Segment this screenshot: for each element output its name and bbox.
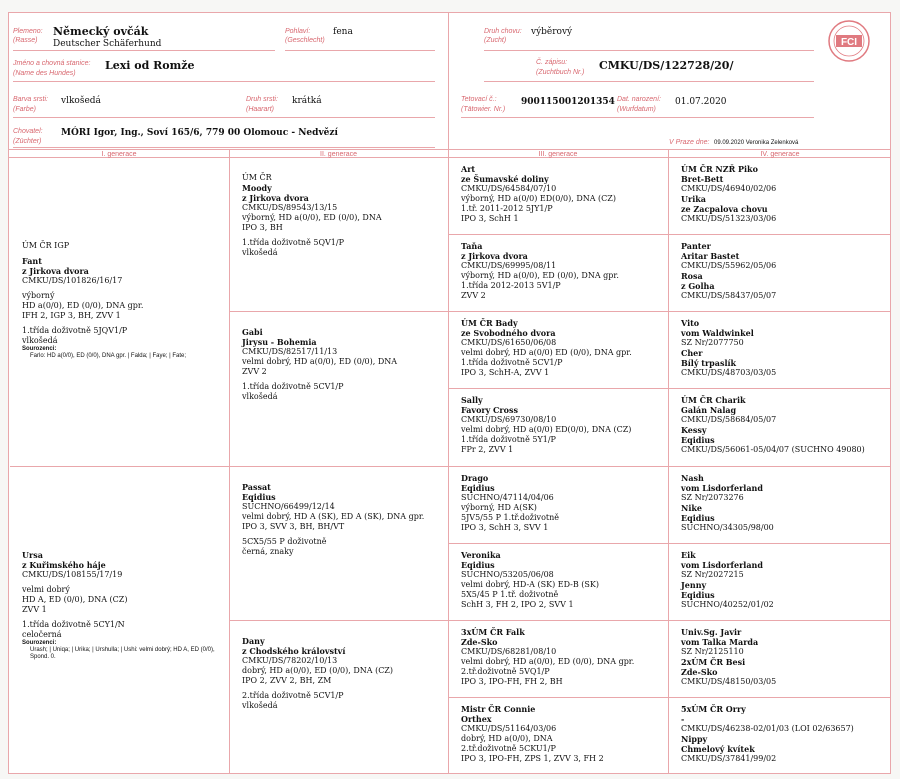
pedigree-line: Favory Cross bbox=[461, 405, 518, 416]
pedigree-line: 1.třída doživotně 5CY1/N bbox=[22, 619, 125, 629]
pedigree-line: vom Talka Marda bbox=[681, 636, 759, 647]
pedigree-line: dobrý, HD a(0/0), DNA bbox=[461, 733, 553, 743]
pedigree-line: CMKU/DS/37841/99/02 bbox=[681, 753, 777, 763]
pedigree-line: Art bbox=[461, 164, 476, 174]
pedigree-line: Eqidius bbox=[461, 482, 495, 493]
pedigree-line: Eqidius bbox=[681, 512, 715, 523]
pedigree-line: ÚM ČR bbox=[242, 173, 272, 182]
breed-label: Plemeno: bbox=[13, 28, 43, 35]
pedigree-cell-g3-3 bbox=[449, 312, 668, 389]
name-label: Jméno a chovná stanice: bbox=[13, 60, 91, 67]
pedigree-cell-g3-8 bbox=[449, 698, 668, 774]
pedigree-line: 2xÚM ČR Besi bbox=[681, 656, 746, 667]
pedigree-line: ZVV 2 bbox=[242, 367, 267, 377]
pedigree-line: výborný bbox=[22, 291, 55, 300]
fci-logo-icon bbox=[827, 19, 871, 63]
pedigree-line: IPO 3, BH bbox=[242, 223, 283, 232]
pedigree-line: Rosa bbox=[681, 271, 703, 282]
color-value: vlkošedá bbox=[61, 96, 101, 106]
pedigree-line: velmi dobrý, HD a(0/0) ED(0/0), DNA (CZ) bbox=[461, 425, 632, 435]
pedigree-cell-g3-1 bbox=[449, 158, 668, 235]
pedigree-cell-g1-1 bbox=[10, 158, 229, 467]
breeder-label-de: (Züchter) bbox=[13, 138, 42, 145]
pedigree-line: černá, znaky bbox=[242, 546, 294, 556]
pedigree-line: 1.tř. 2011-2012 5JY1/P bbox=[461, 204, 553, 213]
pedigree-line: CMKU/DS/108155/17/19 bbox=[22, 569, 123, 579]
gen-header-1: I. generace bbox=[9, 149, 229, 158]
pedigree-line: velmi dobrý, HD a(0/0) ED (0/0), DNA gpr. bbox=[461, 348, 632, 358]
pedigree-line: vom Lisdorferland bbox=[681, 559, 763, 570]
pedigree-cell-g4-7 bbox=[669, 621, 891, 698]
pedigree-line: IPO 3, IPO-FH, FH 2, BH bbox=[461, 676, 563, 686]
pedigree-line: ZVV 1 bbox=[22, 604, 47, 614]
coat-value: krátká bbox=[292, 96, 322, 106]
pedigree-line: Eik bbox=[681, 549, 696, 560]
pedigree-line: Eqidius bbox=[681, 589, 715, 600]
pedigree-line: CMKU/DS/51164/03/06 bbox=[461, 723, 557, 733]
siblings-label: Sourozenci: bbox=[22, 639, 57, 646]
pedigree-line: Urika bbox=[681, 194, 706, 204]
pedigree-line: Panter bbox=[681, 241, 711, 252]
pedigree-line: Sally bbox=[461, 395, 483, 406]
pedigree-line: Eqidius bbox=[242, 491, 276, 502]
pedigree-line: CMKU/DS/58437/05/07 bbox=[681, 291, 777, 301]
pedigree-line: Eqidius bbox=[681, 435, 715, 446]
pedigree-line: 2.tř.doživotně 5CKU1/P bbox=[461, 743, 556, 753]
pedigree-line: IFH 2, IGP 3, BH, ZVV 1 bbox=[22, 311, 121, 320]
pedigree-line: ÚM ČR Charik bbox=[681, 395, 746, 406]
pedigree-line: z Jirkova dvora bbox=[461, 251, 528, 262]
pedigree-line: Univ.Sg. Javir bbox=[681, 626, 742, 637]
pedigree-line: velmi dobrý, HD-A (SK) ED-B (SK) bbox=[461, 579, 599, 589]
issued-value: 09.09.2020 Veronika Zelenková bbox=[714, 140, 799, 146]
pedigree-line: IPO 3, SVV 3, BH, BH/VT bbox=[242, 521, 345, 531]
pedigree-line: ÚM ČR NZŘ Piko bbox=[681, 164, 758, 174]
pedigree-line: ze Šumavské doliny bbox=[461, 174, 549, 184]
pedigree-line: 5JV5/55 P 1.tř.doživotně bbox=[461, 512, 559, 522]
pedigree-line: 1.třída doživotně 5CV1/P bbox=[242, 382, 344, 392]
pedigree-line: velmi dobrý, HD A (SK), ED A (SK), DNA gpr. bbox=[242, 511, 425, 521]
pedigree-line: Veronika bbox=[461, 549, 501, 560]
pedigree-line: 5xÚM ČR Orry bbox=[681, 703, 746, 714]
pedigree-line: 5X5/45 P 1.tř. doživotně bbox=[461, 589, 559, 599]
breed-value-de: Deutscher Schäferhund bbox=[53, 39, 162, 49]
sex-label: Pohlaví: bbox=[285, 28, 311, 35]
pedigree-line: CMKU/DS/68281/08/10 bbox=[461, 646, 557, 656]
sex-label-de: (Geschlecht) bbox=[285, 37, 325, 44]
pedigree-line: SZ Nr/2077750 bbox=[681, 338, 744, 348]
pedigree-line: CMKU/DS/64584/07/10 bbox=[461, 184, 557, 193]
pedigree-line: vlkošedá bbox=[242, 700, 278, 710]
gen-header-2: II. generace bbox=[229, 149, 448, 158]
pedigree-line: IPO 3, SchH 3, SVV 1 bbox=[461, 522, 549, 532]
pedigree-line: Zde-Sko bbox=[461, 636, 498, 647]
pedigree-line: IPO 3, SchH 1 bbox=[461, 214, 519, 223]
breeding-label: Druh chovu: bbox=[484, 28, 522, 35]
issued-label: V Praze dne: bbox=[669, 139, 710, 146]
pedigree-line: SZ Nr/2073276 bbox=[681, 492, 744, 502]
pedigree-line: 3xÚM ČR Falk bbox=[461, 626, 525, 637]
pedigree-line: celočerná bbox=[22, 629, 62, 639]
pedigree-cell-g2-1 bbox=[230, 158, 448, 312]
pedigree-line: CMKU/DS/69730/08/10 bbox=[461, 415, 557, 425]
pedigree-line: IPO 3, IPO-FH, ZPS 1, ZVV 3, FH 2 bbox=[461, 753, 604, 763]
pedigree-cell-g4-8 bbox=[669, 698, 891, 774]
pedigree-line: SZ Nr/2027215 bbox=[681, 569, 744, 579]
pedigree-line: Ursa bbox=[22, 549, 43, 560]
pedigree-line: Drago bbox=[461, 472, 489, 483]
pedigree-line: Vito bbox=[681, 318, 700, 329]
pedigree-line: SZ Nr/2125110 bbox=[681, 646, 744, 656]
pedigree-line: z Golha bbox=[681, 281, 715, 292]
pedigree-line: Chmelový kvítek bbox=[681, 743, 755, 754]
pedigree-line: IPO 3, SchH-A, ZVV 1 bbox=[461, 368, 550, 378]
pedigree-line: CMKU/DS/46238-02/01/03 (LOI 02/63657) bbox=[681, 723, 854, 733]
breed-value: Německý ovčák bbox=[53, 25, 149, 38]
pedigree-line: z Jirkova dvora bbox=[22, 266, 89, 276]
reg-label: Č. zápisu: bbox=[536, 59, 568, 66]
pedigree-cell-g2-4 bbox=[230, 621, 448, 774]
pedigree-line: CMKU/DS/61650/06/08 bbox=[461, 338, 557, 348]
breeder-label: Chovatel: bbox=[13, 128, 43, 135]
gen-header-4: IV. generace bbox=[668, 149, 891, 158]
pedigree-line: SUCHNO/66499/12/14 bbox=[242, 501, 335, 511]
tattoo-value: 900115001201354 bbox=[521, 97, 615, 107]
pedigree-line: Mistr ČR Connie bbox=[461, 703, 536, 714]
dob-value: 01.07.2020 bbox=[675, 97, 727, 107]
pedigree-line: 1.třída doživotně 5CV1/P bbox=[461, 358, 563, 368]
pedigree-line: vom Waldwinkel bbox=[681, 328, 754, 339]
pedigree-line: ÚM ČR IGP bbox=[22, 241, 70, 250]
siblings-label: Sourozenci: bbox=[22, 346, 57, 352]
pedigree-line: IPO 2, ZVV 2, BH, ZM bbox=[242, 675, 332, 685]
pedigree-line: 1.třída doživotně 5QV1/P bbox=[242, 238, 344, 247]
pedigree-line: z Chodského království bbox=[242, 645, 346, 656]
pedigree-line: ze Zacpalova chovu bbox=[681, 204, 768, 214]
pedigree-line: vlkošedá bbox=[22, 336, 58, 345]
name-label-de: (Name des Hundes) bbox=[13, 70, 76, 77]
pedigree-line: CMKU/DS/89543/13/15 bbox=[242, 203, 338, 212]
pedigree-line: SUCHNO/47114/04/06 bbox=[461, 492, 554, 502]
pedigree-line: HD A, ED (0/0), DNA (CZ) bbox=[22, 594, 128, 604]
pedigree-line: Gabi bbox=[242, 327, 263, 338]
pedigree-line: 1.třída doživotně 5JQV1/P bbox=[22, 326, 128, 335]
pedigree-line: velmi dobrý, HD a(0/0), ED (0/0), DNA bbox=[242, 357, 398, 367]
pedigree-line: CMKU/DS/82517/11/13 bbox=[242, 347, 338, 357]
sex-value: fena bbox=[333, 27, 353, 37]
pedigree-line: CMKU/DS/46940/02/06 bbox=[681, 184, 777, 193]
pedigree-line: Zde-Sko bbox=[681, 666, 718, 677]
pedigree-line: z Jirkova dvora bbox=[242, 193, 309, 203]
siblings-list: Urash; | Uniqa; | Urika; | Urshulla; | Ushi: velmi dobrý; HD A, ED (0/0), Spond. 0. bbox=[30, 646, 215, 660]
pedigree-line: CMKU/DS/101826/16/17 bbox=[22, 276, 123, 285]
pedigree-cell-g3-4 bbox=[449, 389, 668, 466]
pedigree-line: CMKU/DS/48703/03/05 bbox=[681, 368, 777, 378]
pedigree-line: výborný, HD a(0/0) ED(0/0), DNA (CZ) bbox=[461, 194, 616, 203]
pedigree-line: 2.tř.doživotně 5VQ1/P bbox=[461, 666, 550, 676]
pedigree-line: Fant bbox=[22, 256, 42, 266]
pedigree-line: Bílý trpaslík bbox=[681, 358, 737, 369]
pedigree-cell-g3-2 bbox=[449, 235, 668, 312]
breeding-label-de: (Zucht) bbox=[484, 37, 507, 44]
pedigree-line: FPr 2, ZVV 1 bbox=[461, 445, 514, 455]
siblings-list: Farlo: HD a(0/0), ED (0/0), DNA gpr. | Falda; | Faye; | Fate; bbox=[30, 353, 187, 359]
breeder-value: MÓRI Igor, Ing., Soví 165/6, 779 00 Olomouc - Nedvězí bbox=[61, 128, 338, 138]
pedigree-line: velmi dobrý, HD a(0/0), ED (0/0), DNA gpr. bbox=[461, 656, 635, 666]
pedigree-line: HD a(0/0), ED (0/0), DNA gpr. bbox=[22, 301, 144, 310]
pedigree-line: Jirysu - Bohemia bbox=[242, 337, 317, 348]
pedigree-cell-g4-6 bbox=[669, 544, 891, 621]
pedigree-cell-g2-3 bbox=[230, 467, 448, 621]
breeding-value: výběrový bbox=[531, 27, 573, 37]
pedigree-line: Kessy bbox=[681, 425, 707, 436]
fci-logo-text: FCI bbox=[840, 37, 858, 48]
pedigree-line: SUCHNO/34305/98/00 bbox=[681, 522, 774, 532]
pedigree-line: Taňa bbox=[461, 241, 483, 252]
tattoo-label-de: (Tätowier. Nr.) bbox=[461, 106, 506, 113]
pedigree-line: Aritar Bastet bbox=[681, 251, 740, 262]
pedigree-line: ZVV 2 bbox=[461, 291, 486, 301]
pedigree-line: SUCHNO/53205/06/08 bbox=[461, 569, 554, 579]
pedigree-line: 2.třída doživotně 5CV1/P bbox=[242, 690, 344, 700]
color-label: Barva srsti: bbox=[13, 96, 49, 103]
pedigree-line: Nippy bbox=[681, 733, 708, 744]
pedigree-line: Eqidius bbox=[461, 559, 495, 570]
pedigree-line: Nike bbox=[681, 502, 702, 513]
pedigree-line: výborný, HD a(0/0), ED (0/0), DNA bbox=[242, 213, 382, 222]
pedigree-line: z Kuřimského háje bbox=[22, 559, 106, 570]
reg-value: CMKU/DS/122728/20/ bbox=[599, 59, 734, 72]
pedigree-line: Orthex bbox=[461, 713, 492, 724]
pedigree-line: ze Svobodného dvora bbox=[461, 328, 556, 339]
pedigree-line: ÚM ČR Bady bbox=[461, 318, 518, 329]
pedigree-line: Nash bbox=[681, 472, 704, 483]
pedigree-line: Galán Nalag bbox=[681, 405, 737, 416]
breed-label-de: (Rasse) bbox=[13, 37, 38, 44]
color-label-de: (Farbe) bbox=[13, 106, 36, 113]
pedigree-line: Moody bbox=[242, 183, 272, 193]
pedigree-cell-g3-7 bbox=[449, 621, 668, 698]
gen-header-3: III. generace bbox=[448, 149, 668, 158]
pedigree-line: Passat bbox=[242, 481, 271, 492]
pedigree-line: SchH 3, FH 2, IPO 2, SVV 1 bbox=[461, 599, 574, 609]
pedigree-line: dobrý, HD a(0/0), ED (0/0), DNA (CZ) bbox=[242, 665, 393, 675]
pedigree-line: CMKU/DS/69995/08/11 bbox=[461, 261, 557, 271]
pedigree-line: Bret-Bett bbox=[681, 174, 724, 184]
pedigree-line: vom Lisdorferland bbox=[681, 482, 763, 493]
pedigree-line: výborný, HD A(SK) bbox=[461, 502, 537, 512]
pedigree-line: CMKU/DS/58684/05/07 bbox=[681, 415, 777, 425]
pedigree-line: vlkošedá bbox=[242, 248, 278, 257]
coat-label: Druh srsti: bbox=[246, 96, 278, 103]
pedigree-line: 1.třída 2012-2013 5V1/P bbox=[461, 281, 561, 291]
pedigree-cell-g3-5 bbox=[449, 467, 668, 544]
pedigree-cell-g4-5 bbox=[669, 467, 891, 544]
pedigree-line: CMKU/DS/55962/05/06 bbox=[681, 261, 777, 271]
pedigree-line: CMKU/DS/48150/03/05 bbox=[681, 676, 777, 686]
pedigree-line: CMKU/DS/78202/10/13 bbox=[242, 655, 338, 665]
reg-label-de: (Zuchtbuch Nr.) bbox=[536, 69, 585, 76]
pedigree-line: Cher bbox=[681, 348, 703, 359]
tattoo-label: Tetovací č.: bbox=[461, 96, 497, 103]
pedigree-line: vlkošedá bbox=[242, 392, 278, 402]
pedigree-line: 5CX5/55 P doživotně bbox=[242, 536, 327, 546]
pedigree-line: Dany bbox=[242, 635, 265, 646]
dob-label: Dat. narození: bbox=[617, 96, 661, 103]
pedigree-cell-g3-6 bbox=[449, 544, 668, 621]
coat-label-de: (Haarart) bbox=[246, 106, 275, 113]
pedigree-line: - bbox=[681, 713, 685, 724]
pedigree-line: SUCHNO/40252/01/02 bbox=[681, 599, 774, 609]
pedigree-line: 1.třída doživotně 5Y1/P bbox=[461, 435, 556, 445]
pedigree-cell-g4-4 bbox=[669, 389, 891, 466]
pedigree-cell-g2-2 bbox=[230, 312, 448, 466]
dog-name: Lexi od Romže bbox=[105, 59, 195, 72]
pedigree-sheet bbox=[8, 12, 891, 774]
dob-label-de: (Wurfdatum) bbox=[617, 106, 656, 113]
pedigree-line: výborný, HD a(0/0), ED (0/0), DNA gpr. bbox=[461, 271, 619, 281]
pedigree-line: velmi dobrý bbox=[22, 584, 70, 594]
pedigree-cell-g1-2 bbox=[10, 467, 229, 775]
pedigree-line: CMKU/DS/56061-05/04/07 (SUCHNO 49080) bbox=[681, 445, 865, 455]
pedigree-cell-g4-2 bbox=[669, 235, 891, 312]
pedigree-line: CMKU/DS/51323/03/06 bbox=[681, 214, 777, 223]
pedigree-cell-g4-1 bbox=[669, 158, 891, 235]
pedigree-cell-g4-3 bbox=[669, 312, 891, 389]
pedigree-line: Jenny bbox=[681, 579, 707, 590]
